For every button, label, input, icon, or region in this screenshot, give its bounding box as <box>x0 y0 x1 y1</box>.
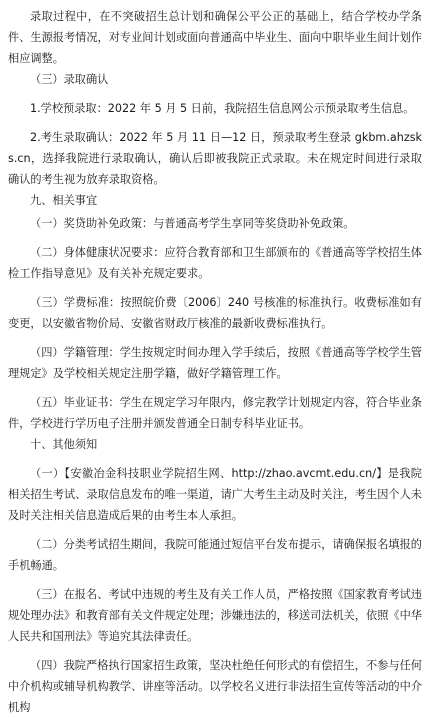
paragraph-pre-admission: 1.学校预录取：2022 年 5 月 5 日前，我院招生信息网公示预录取考生信息。 <box>30 102 415 115</box>
paragraph-admission-confirm: 2.考生录取确认：2022 年 5 月 11 日—12 日，预录取考生登录 gkbm.ahzsks.cn，选择我院进行录取确认，确认后即被我院正式录取。未在规定时间进行录取确认的考生视为放弃录取资格。 <box>8 131 422 186</box>
paragraph-official-channel: （一）【安徽冶金科技职业学院招生网、http://zhao.avcmt.edu.cn/】是我院相关招生考试、录取信息发布的唯一渠道，请广大考生主动及时关注，考生因个人未及时关注相关信息造成后果的由考生本人承担。 <box>8 467 422 522</box>
paragraph-admission-process: 录取过程中，在不突破招生总计划和确保公平公正的基础上，结合学校办学条件、生源报考情况，对专业间计划或面向普通高中毕业生、面向中职毕业生间计划作相应调整。 <box>8 10 422 65</box>
paragraph-cheating-policy: （三）在报名、考试中违规的考生及有关工作人员，严格按照《国家教育考试违规处理办法》和教育部有关文件规定处理；涉嫌违法的，移送司法机关，依照《中华人民共和国刑法》等追究其法律责任。 <box>8 588 422 643</box>
paragraph-fee-standard: （三）学费标准：按照皖价费〔2006〕240 号核准的标准执行。收费标准如有变更，以安徽省物价局、安徽省财政厅核准的最新收费标准执行。 <box>8 296 422 330</box>
paragraph-no-agency: （四）我院严格执行国家招生政策，坚决杜绝任何形式的有偿招生，不参与任何中介机构或辅导机构教学、讲座等活动。以学校名义进行非法招生宣传等活动的中介机构 <box>8 659 422 714</box>
section-10-heading: 十、其他须知 <box>30 438 98 451</box>
paragraph-health-requirement: （二）身体健康状况要求：应符合教育部和卫生部颁布的《普通高等学校招生体检工作指导意见》及有关补充规定要求。 <box>8 246 422 280</box>
section-3-heading: （三）录取确认 <box>30 73 109 86</box>
paragraph-registration: （四）学籍管理：学生按规定时间办理入学手续后，按照《普通高等学校学生管理规定》及学校相关规定注册学籍，做好学籍管理工作。 <box>8 346 422 380</box>
paragraph-aid-policy: （一）奖贷助补免政策：与普通高考学生享同等奖贷助补免政策。 <box>30 217 355 230</box>
paragraph-graduation: （五）毕业证书：学生在规定学习年限内，修完教学计划规定内容，符合毕业条件，学校进行学历电子注册并颁发普通全日制专科毕业证书。 <box>8 396 422 430</box>
section-9-heading: 九、相关事宜 <box>30 194 98 207</box>
paragraph-sms-notice: （二）分类考试招生期间，我院可能通过短信平台发布提示，请确保报名填报的手机畅通。 <box>8 538 422 572</box>
